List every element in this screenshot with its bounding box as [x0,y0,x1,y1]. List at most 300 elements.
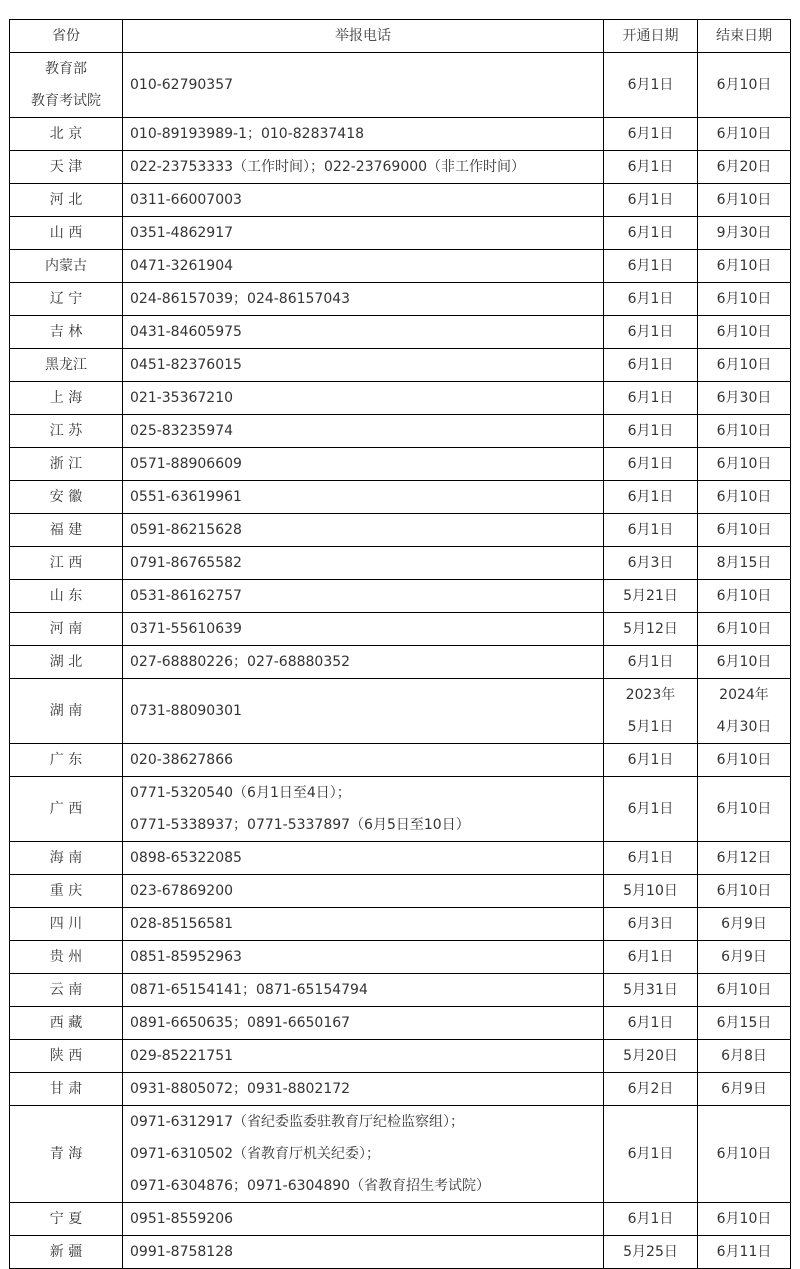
cell-text-line: 浙 江 [49,456,83,472]
cell-text-line: 6月9日 [721,916,767,932]
end-date-cell [698,1236,791,1269]
start-date-cell [604,118,698,151]
cell-text-line: 福 建 [49,522,83,538]
phone-cell [123,316,604,349]
start-date-cell [604,679,698,744]
table-row [10,382,791,415]
cell-text-line: 江 西 [49,555,83,571]
start-date-cell [604,580,698,613]
phone-cell [123,481,604,514]
cell-text-line: 宁 夏 [49,1211,83,1227]
phone-cell [123,679,604,744]
phone-cell [123,1007,604,1040]
cell-text-line: 025-83235974 [130,423,234,439]
cell-text-line: 023-67869200 [130,883,234,899]
table-row [10,184,791,217]
start-date-cell [604,1236,698,1269]
phone-cell [123,382,604,415]
province-cell [10,382,123,415]
table-row [10,151,791,184]
end-date-cell [698,1106,791,1203]
end-date-cell [698,1007,791,1040]
province-cell [10,349,123,382]
cell-text-line: 5月1日 [627,719,674,735]
cell-text-line: 6月10日 [716,489,772,505]
cell-text-line: 湖 北 [49,654,83,670]
cell-text-line: 0971-6312917（省纪委监委驻教育厅纪检监察组）； [130,1114,465,1130]
cell-text-line: 6月1日 [627,949,674,965]
cell-text-line: 024-86157039；024-86157043 [130,291,351,307]
table-row [10,1007,791,1040]
cell-text-line: 0571-88906609 [130,456,242,472]
cell-text-line: 6月10日 [716,291,772,307]
province-cell [10,908,123,941]
cell-text-line: 6月10日 [716,258,772,274]
start-date-cell [604,316,698,349]
cell-text-line: 6月10日 [716,357,772,373]
province-cell [10,316,123,349]
province-cell [10,1236,123,1269]
cell-text-line: 6月10日 [716,982,772,998]
cell-text-line: 0771-5338937；0771-5337897（6月5日至10日） [130,817,470,833]
table-row [10,1203,791,1236]
start-date-cell [604,875,698,908]
cell-text-line: 6月10日 [716,883,772,899]
end-date-cell [698,646,791,679]
cell-text-line: 河 南 [49,621,83,637]
province-cell [10,151,123,184]
cell-text-line: 6月1日 [627,752,674,768]
table-row [10,415,791,448]
cell-text-line: 0871-65154141；0871-65154794 [130,982,368,998]
cell-text-line: 6月1日 [627,357,674,373]
start-date-cell [604,151,698,184]
province-cell [10,415,123,448]
province-cell [10,1106,123,1203]
phone-cell [123,908,604,941]
phone-cell [123,547,604,580]
cell-text-line: 湖 南 [49,703,83,719]
phone-cell [123,1203,604,1236]
cell-text-line: 广 东 [49,752,83,768]
table-row [10,908,791,941]
cell-text-line: 陕 西 [49,1048,83,1064]
header-province: 省份 [10,20,123,53]
cell-text-line: 010-89193989-1；010-82837418 [130,126,365,142]
header-phone: 举报电话 [123,20,604,53]
end-date-cell [698,744,791,777]
cell-text-line: 西 藏 [49,1015,83,1031]
start-date-cell [604,448,698,481]
phone-cell [123,448,604,481]
end-date-cell [698,184,791,217]
phone-cell [123,941,604,974]
cell-text-line: 0451-82376015 [130,357,242,373]
table-row [10,875,791,908]
province-cell [10,580,123,613]
end-date-cell [698,842,791,875]
start-date-cell [604,744,698,777]
cell-text-line: 0311-66007003 [130,192,242,208]
province-cell [10,1007,123,1040]
province-cell [10,974,123,1007]
cell-text-line: 甘 肃 [49,1081,83,1097]
phone-cell [123,744,604,777]
cell-text-line: 0771-5320540（6月1日至4日）； [130,785,351,801]
cell-text-line: 6月2日 [627,1081,674,1097]
cell-text-line: 6月11日 [716,1244,772,1260]
cell-text-line: 6月1日 [627,324,674,340]
cell-text-line: 四 川 [49,916,83,932]
table-row [10,1073,791,1106]
table-row [10,481,791,514]
phone-cell [123,1106,604,1203]
cell-text-line: 0931-8805072；0931-8802172 [130,1081,351,1097]
province-cell [10,547,123,580]
start-date-cell [604,382,698,415]
table-row [10,613,791,646]
cell-text-line: 重 庆 [49,883,83,899]
table-row [10,974,791,1007]
cell-text-line: 5月10日 [623,883,678,899]
start-date-cell [604,481,698,514]
report-hotline-table [9,19,791,1269]
cell-text-line: 天 津 [49,159,83,175]
cell-text-line: 6月12日 [716,850,772,866]
start-date-cell [604,842,698,875]
phone-cell [123,842,604,875]
cell-text-line: 8月15日 [716,555,772,571]
cell-text-line: 云 南 [49,982,83,998]
cell-text-line: 0471-3261904 [130,258,234,274]
cell-text-line: 6月1日 [627,1211,674,1227]
start-date-cell [604,217,698,250]
cell-text-line: 教育部 [45,61,87,77]
cell-text-line: 6月10日 [716,1211,772,1227]
province-cell [10,1203,123,1236]
cell-text-line: 6月1日 [627,654,674,670]
cell-text-line: 6月10日 [716,1146,772,1162]
cell-text-line: 6月1日 [627,390,674,406]
phone-cell [123,777,604,842]
cell-text-line: 5月25日 [623,1244,678,1260]
end-date-cell [698,613,791,646]
cell-text-line: 6月10日 [716,801,772,817]
phone-cell [123,118,604,151]
start-date-cell [604,1007,698,1040]
cell-text-line: 0971-6304876；0971-6304890（省教育招生考试院） [130,1178,491,1194]
end-date-cell [698,547,791,580]
cell-text-line: 6月10日 [716,522,772,538]
start-date-cell [604,1073,698,1106]
table-body [10,53,791,1269]
cell-text-line: 6月10日 [716,456,772,472]
start-date-cell [604,941,698,974]
province-cell [10,1040,123,1073]
table-row [10,547,791,580]
end-date-cell [698,1203,791,1236]
cell-text-line: 6月1日 [627,489,674,505]
header-end-date: 结束日期 [698,20,791,53]
cell-text-line: 6月1日 [627,1146,674,1162]
cell-text-line: 黑龙江 [45,357,87,373]
start-date-cell [604,349,698,382]
phone-cell [123,646,604,679]
cell-text-line: 0951-8559206 [130,1211,234,1227]
end-date-cell [698,118,791,151]
start-date-cell [604,1040,698,1073]
table-row [10,1106,791,1203]
phone-cell [123,875,604,908]
phone-cell [123,184,604,217]
start-date-cell [604,514,698,547]
cell-text-line: 广 西 [49,801,83,817]
province-cell [10,646,123,679]
province-cell [10,613,123,646]
cell-text-line: 山 东 [49,588,83,604]
cell-text-line: 027-68880226；027-68880352 [130,654,351,670]
end-date-cell [698,151,791,184]
cell-text-line: 0431-84605975 [130,324,242,340]
start-date-cell [604,250,698,283]
table-header-row [10,20,791,53]
table-row [10,217,791,250]
end-date-cell [698,250,791,283]
cell-text-line: 0351-4862917 [130,225,234,241]
cell-text-line: 贵 州 [49,949,83,965]
cell-text-line: 9月30日 [716,225,772,241]
table-row [10,1236,791,1269]
cell-text-line: 0551-63619961 [130,489,242,505]
table-row [10,250,791,283]
table-row [10,941,791,974]
cell-text-line: 6月15日 [716,1015,772,1031]
cell-text-line: 0731-88090301 [130,703,242,719]
cell-text-line: 河 北 [49,192,83,208]
cell-text-line: 6月1日 [627,423,674,439]
cell-text-line: 6月10日 [716,324,772,340]
table-row [10,679,791,744]
end-date-cell [698,382,791,415]
start-date-cell [604,184,698,217]
cell-text-line: 0898-65322085 [130,850,242,866]
phone-cell [123,415,604,448]
cell-text-line: 029-85221751 [130,1048,234,1064]
table-row [10,448,791,481]
cell-text-line: 022-23753333（工作时间）；022-23769000（非工作时间） [130,159,526,175]
cell-text-line: 2023年 [625,687,676,703]
start-date-cell [604,777,698,842]
cell-text-line: 内蒙古 [45,258,87,274]
end-date-cell [698,349,791,382]
end-date-cell [698,283,791,316]
cell-text-line: 青 海 [49,1146,83,1162]
province-cell [10,283,123,316]
table-row [10,53,791,118]
start-date-cell [604,908,698,941]
cell-text-line: 0971-6310502（省教育厅机关纪委）； [130,1146,381,1162]
cell-text-line: 辽 宁 [49,291,83,307]
cell-text-line: 6月9日 [721,1081,767,1097]
cell-text-line: 0531-86162757 [130,588,242,604]
cell-text-line: 5月12日 [623,621,678,637]
province-cell [10,1073,123,1106]
end-date-cell [698,217,791,250]
table-row [10,349,791,382]
phone-cell [123,151,604,184]
cell-text-line: 安 徽 [49,489,83,505]
cell-text-line: 6月1日 [627,1015,674,1031]
cell-text-line: 6月30日 [716,390,772,406]
province-cell [10,217,123,250]
cell-text-line: 6月10日 [716,654,772,670]
cell-text-line: 6月20日 [716,159,772,175]
cell-text-line: 0991-8758128 [130,1244,234,1260]
cell-text-line: 5月21日 [623,588,678,604]
province-cell [10,250,123,283]
province-cell [10,514,123,547]
end-date-cell [698,514,791,547]
end-date-cell [698,679,791,744]
table-row [10,1040,791,1073]
phone-cell [123,580,604,613]
province-cell [10,842,123,875]
end-date-cell [698,53,791,118]
cell-text-line: 5月31日 [623,982,678,998]
start-date-cell [604,283,698,316]
end-date-cell [698,875,791,908]
end-date-cell [698,316,791,349]
cell-text-line: 6月10日 [716,77,772,93]
cell-text-line: 6月1日 [627,225,674,241]
cell-text-line: 021-35367210 [130,390,234,406]
cell-text-line: 6月10日 [716,126,772,142]
end-date-cell [698,481,791,514]
start-date-cell [604,53,698,118]
province-cell [10,53,123,118]
province-cell [10,875,123,908]
table-row [10,777,791,842]
cell-text-line: 0791-86765582 [130,555,242,571]
start-date-cell [604,1203,698,1236]
cell-text-line: 6月1日 [627,258,674,274]
start-date-cell [604,547,698,580]
end-date-cell [698,777,791,842]
end-date-cell [698,1040,791,1073]
table-row [10,842,791,875]
cell-text-line: 6月9日 [721,949,767,965]
start-date-cell [604,974,698,1007]
phone-cell [123,974,604,1007]
cell-text-line: 海 南 [49,850,83,866]
phone-cell [123,217,604,250]
cell-text-line: 6月3日 [627,555,674,571]
phone-cell [123,1040,604,1073]
cell-text-line: 6月1日 [627,126,674,142]
cell-text-line: 0371-55610639 [130,621,242,637]
province-cell [10,184,123,217]
cell-text-line: 山 西 [49,225,83,241]
cell-text-line: 0591-86215628 [130,522,242,538]
cell-text-line: 教育考试院 [31,93,101,109]
cell-text-line: 4月30日 [716,719,772,735]
phone-cell [123,250,604,283]
header-start-date: 开通日期 [604,20,698,53]
end-date-cell [698,448,791,481]
phone-cell [123,53,604,118]
cell-text-line: 6月1日 [627,77,674,93]
province-cell [10,448,123,481]
cell-text-line: 新 疆 [49,1244,83,1260]
cell-text-line: 6月1日 [627,159,674,175]
table-row [10,646,791,679]
cell-text-line: 0891-6650635；0891-6650167 [130,1015,351,1031]
phone-cell [123,1236,604,1269]
end-date-cell [698,908,791,941]
cell-text-line: 6月1日 [627,850,674,866]
cell-text-line: 6月10日 [716,752,772,768]
start-date-cell [604,415,698,448]
start-date-cell [604,646,698,679]
end-date-cell [698,974,791,1007]
cell-text-line: 5月20日 [623,1048,678,1064]
province-cell [10,744,123,777]
phone-cell [123,349,604,382]
table-row [10,283,791,316]
start-date-cell [604,1106,698,1203]
end-date-cell [698,580,791,613]
province-cell [10,941,123,974]
cell-text-line: 吉 林 [49,324,83,340]
table-row [10,316,791,349]
cell-text-line: 6月10日 [716,423,772,439]
table-row [10,580,791,613]
phone-cell [123,283,604,316]
cell-text-line: 2024年 [719,687,769,703]
cell-text-line: 上 海 [49,390,83,406]
cell-text-line: 028-85156581 [130,916,234,932]
province-cell [10,777,123,842]
cell-text-line: 6月1日 [627,801,674,817]
cell-text-line: 6月10日 [716,621,772,637]
table-row [10,118,791,151]
province-cell [10,481,123,514]
cell-text-line: 0851-85952963 [130,949,242,965]
cell-text-line: 6月1日 [627,192,674,208]
phone-cell [123,1073,604,1106]
cell-text-line: 6月1日 [627,522,674,538]
cell-text-line: 020-38627866 [130,752,234,768]
cell-text-line: 北 京 [49,126,83,142]
phone-cell [123,514,604,547]
table-row [10,514,791,547]
province-cell [10,679,123,744]
cell-text-line: 江 苏 [49,423,83,439]
table-row [10,744,791,777]
cell-text-line: 6月10日 [716,588,772,604]
end-date-cell [698,941,791,974]
end-date-cell [698,1073,791,1106]
phone-cell [123,613,604,646]
start-date-cell [604,613,698,646]
province-cell [10,118,123,151]
cell-text-line: 6月10日 [716,192,772,208]
cell-text-line: 6月8日 [721,1048,767,1064]
cell-text-line: 6月1日 [627,291,674,307]
cell-text-line: 010-62790357 [130,77,234,93]
cell-text-line: 6月1日 [627,456,674,472]
end-date-cell [698,415,791,448]
